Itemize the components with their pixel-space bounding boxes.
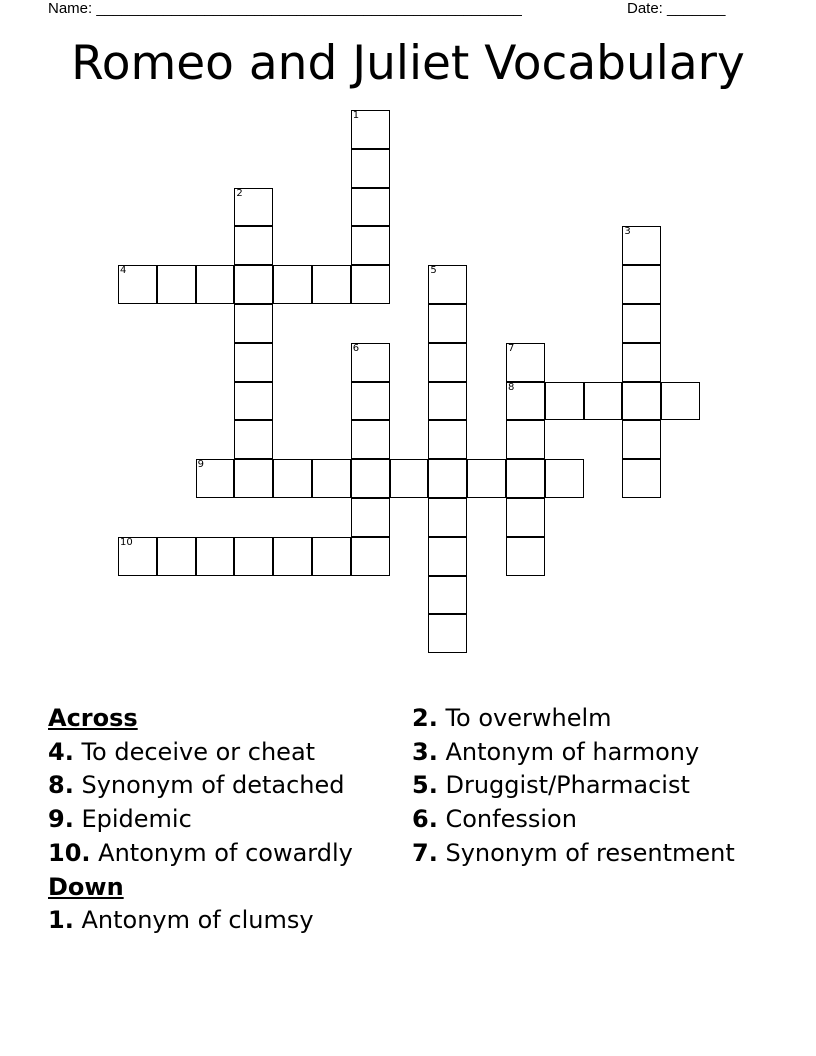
grid-cell[interactable]	[351, 459, 390, 498]
date-field[interactable]: Date: _______	[627, 0, 726, 17]
name-field[interactable]: Name: ___________________________________________________	[48, 0, 522, 17]
grid-cell[interactable]	[312, 459, 351, 498]
clue-down-5: 5. Druggist/Pharmacist	[412, 771, 690, 800]
grid-cell[interactable]	[234, 226, 273, 265]
grid-cell[interactable]	[545, 382, 584, 421]
grid-cell[interactable]	[506, 343, 545, 382]
grid-cell[interactable]	[312, 265, 351, 304]
clue-down-3: 3. Antonym of harmony	[412, 737, 700, 766]
grid-cell[interactable]	[622, 343, 661, 382]
clue-number: 6	[352, 342, 360, 354]
grid-cell[interactable]	[196, 537, 235, 576]
down-heading: Down	[48, 872, 124, 901]
grid-cell[interactable]	[428, 576, 467, 615]
grid-cell[interactable]	[467, 459, 506, 498]
grid-cell[interactable]	[234, 459, 273, 498]
grid-cell[interactable]	[273, 265, 312, 304]
grid-cell[interactable]	[506, 420, 545, 459]
grid-cell[interactable]	[661, 382, 700, 421]
grid-cell[interactable]	[351, 537, 390, 576]
grid-cell[interactable]	[428, 343, 467, 382]
grid-cell[interactable]	[390, 459, 429, 498]
clue-across-10: 10. Antonym of cowardly	[48, 838, 353, 867]
grid-cell[interactable]	[428, 382, 467, 421]
clue-down-2: 2. To overwhelm	[412, 704, 612, 732]
grid-cell[interactable]	[622, 420, 661, 459]
grid-cell[interactable]	[351, 420, 390, 459]
clue-number: 5	[430, 265, 437, 277]
grid-cell[interactable]	[234, 188, 273, 227]
grid-cell[interactable]	[584, 382, 623, 421]
grid-cell[interactable]	[428, 265, 467, 304]
grid-cell[interactable]	[506, 498, 545, 537]
clue-number: 3	[624, 226, 631, 238]
clue-across-8: 8. Synonym of detached	[48, 771, 345, 800]
clue-number: 2	[236, 187, 243, 199]
page-title: Romeo and Juliet Vocabulary	[71, 36, 745, 91]
clues-right-column	[412, 702, 742, 867]
clue-number: 8	[508, 381, 515, 393]
grid-cell[interactable]	[428, 459, 467, 498]
grid-cell[interactable]	[622, 304, 661, 343]
grid-cell[interactable]	[157, 537, 196, 576]
grid-cell[interactable]	[622, 382, 661, 421]
grid-cell[interactable]	[118, 265, 157, 304]
grid-cell[interactable]	[273, 459, 312, 498]
grid-cell[interactable]	[351, 226, 390, 265]
clue-across-4: 4. To deceive or cheat	[48, 737, 316, 766]
grid-cell[interactable]	[428, 614, 467, 653]
grid-cell[interactable]	[428, 537, 467, 576]
grid-cell[interactable]	[312, 537, 351, 576]
grid-cell[interactable]	[351, 343, 390, 382]
grid-cell[interactable]	[622, 226, 661, 265]
grid-cell[interactable]	[351, 382, 390, 421]
grid-cell[interactable]	[428, 498, 467, 537]
grid-cell[interactable]	[196, 265, 235, 304]
grid-cell[interactable]	[234, 265, 273, 304]
grid-cell[interactable]	[234, 343, 273, 382]
clue-number: 9	[197, 459, 204, 471]
grid-cell[interactable]	[506, 459, 545, 498]
grid-cell[interactable]	[234, 420, 273, 459]
grid-cell[interactable]	[234, 537, 273, 576]
clue-number: 4	[120, 265, 127, 277]
grid-cell[interactable]	[545, 459, 584, 498]
grid-cell[interactable]	[428, 420, 467, 459]
clue-down-7: 7. Synonym of resentment	[412, 838, 735, 867]
clue-down-6: 6. Confession	[412, 805, 577, 834]
grid-cell[interactable]	[234, 382, 273, 421]
clue-number: 1	[352, 110, 360, 121]
grid-cell[interactable]	[506, 537, 545, 576]
grid-cell[interactable]	[234, 304, 273, 343]
grid-cell[interactable]	[351, 110, 390, 149]
grid-cell[interactable]	[118, 537, 157, 576]
grid-cell[interactable]	[196, 459, 235, 498]
clue-down-1: 1. Antonym of clumsy	[48, 906, 314, 935]
grid-cell[interactable]	[157, 265, 196, 304]
grid-cell[interactable]	[273, 537, 312, 576]
clues-left-column	[48, 702, 398, 938]
clue-number: 10	[120, 536, 133, 548]
clue-across-9: 9. Epidemic	[48, 805, 192, 834]
grid-cell[interactable]	[506, 382, 545, 421]
clue-number: 7	[508, 342, 515, 354]
grid-cell[interactable]	[622, 265, 661, 304]
grid-cell[interactable]	[351, 188, 390, 227]
grid-cell[interactable]	[428, 304, 467, 343]
grid-cell[interactable]	[351, 265, 390, 304]
grid-cell[interactable]	[351, 149, 390, 188]
across-heading: Across	[48, 704, 138, 732]
grid-cell[interactable]	[351, 498, 390, 537]
grid-cell[interactable]	[622, 459, 661, 498]
